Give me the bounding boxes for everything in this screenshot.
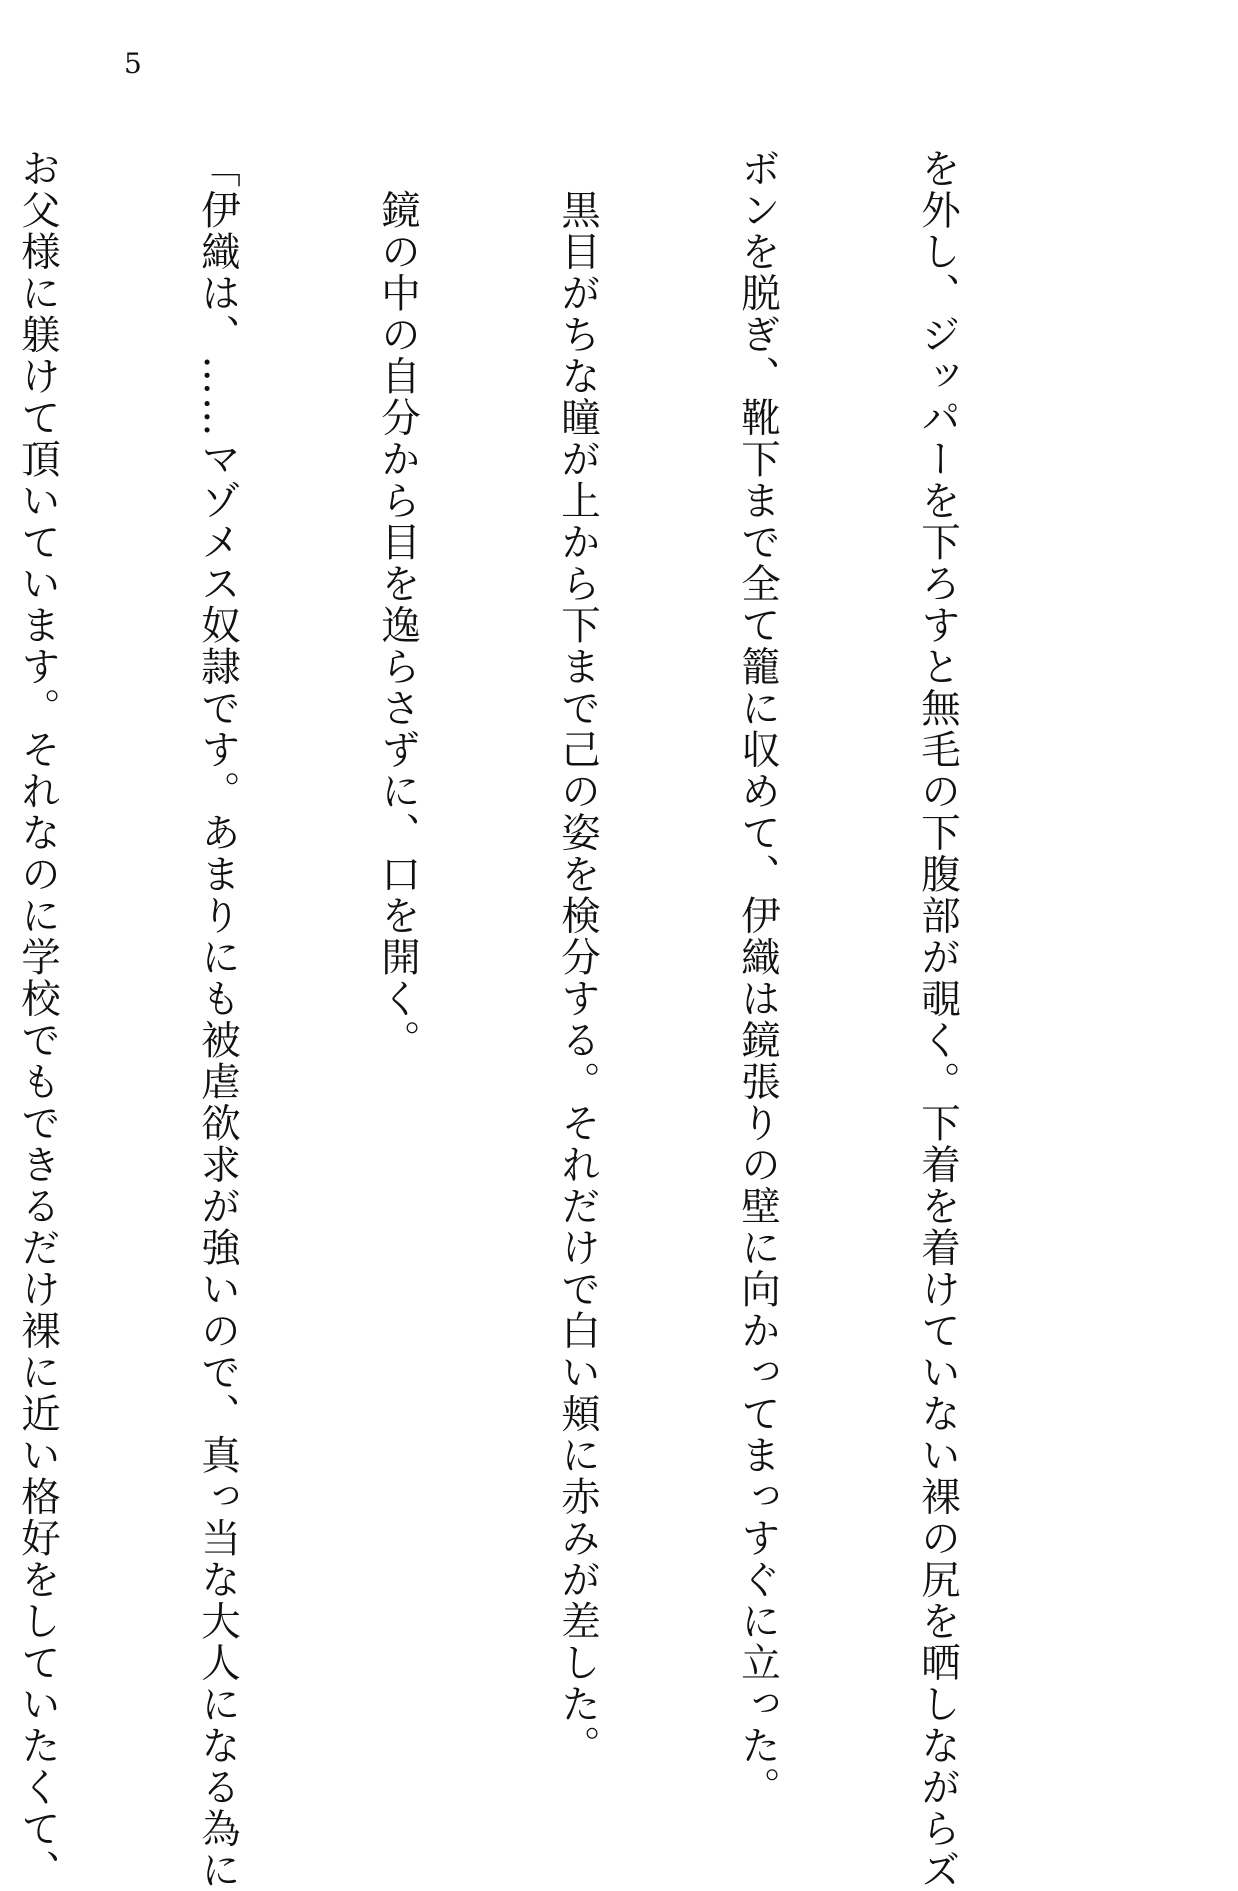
text-line: 黒目がちな瞳が上から下まで己の姿を検分する。それだけで白い頬に赤みが差した。 <box>555 148 601 1767</box>
text-line: お父様に躾けて頂いています。それなのに学校でもできるだけ裸に近い格好をしていたくて、 <box>15 148 61 1891</box>
novel-text-body <box>0 148 1088 1891</box>
page-number: 5 <box>124 47 142 80</box>
text-line: を外し、ジッパーを下ろすと無毛の下腹部が覗く。下着を着けていない裸の尻を晒しながらズ <box>915 148 961 1891</box>
text-line: 「伊織は、……マゾメス奴隷です。あまりにも被虐欲求が強いので、真っ当な大人になる為に <box>195 148 241 1891</box>
text-line: 鏡の中の自分から目を逸らさずに、口を開く。 <box>375 148 421 1061</box>
text-line: ボンを脱ぎ、靴下まで全て籠に収めて、伊織は鏡張りの壁に向かってまっすぐに立った。 <box>735 148 781 1808</box>
